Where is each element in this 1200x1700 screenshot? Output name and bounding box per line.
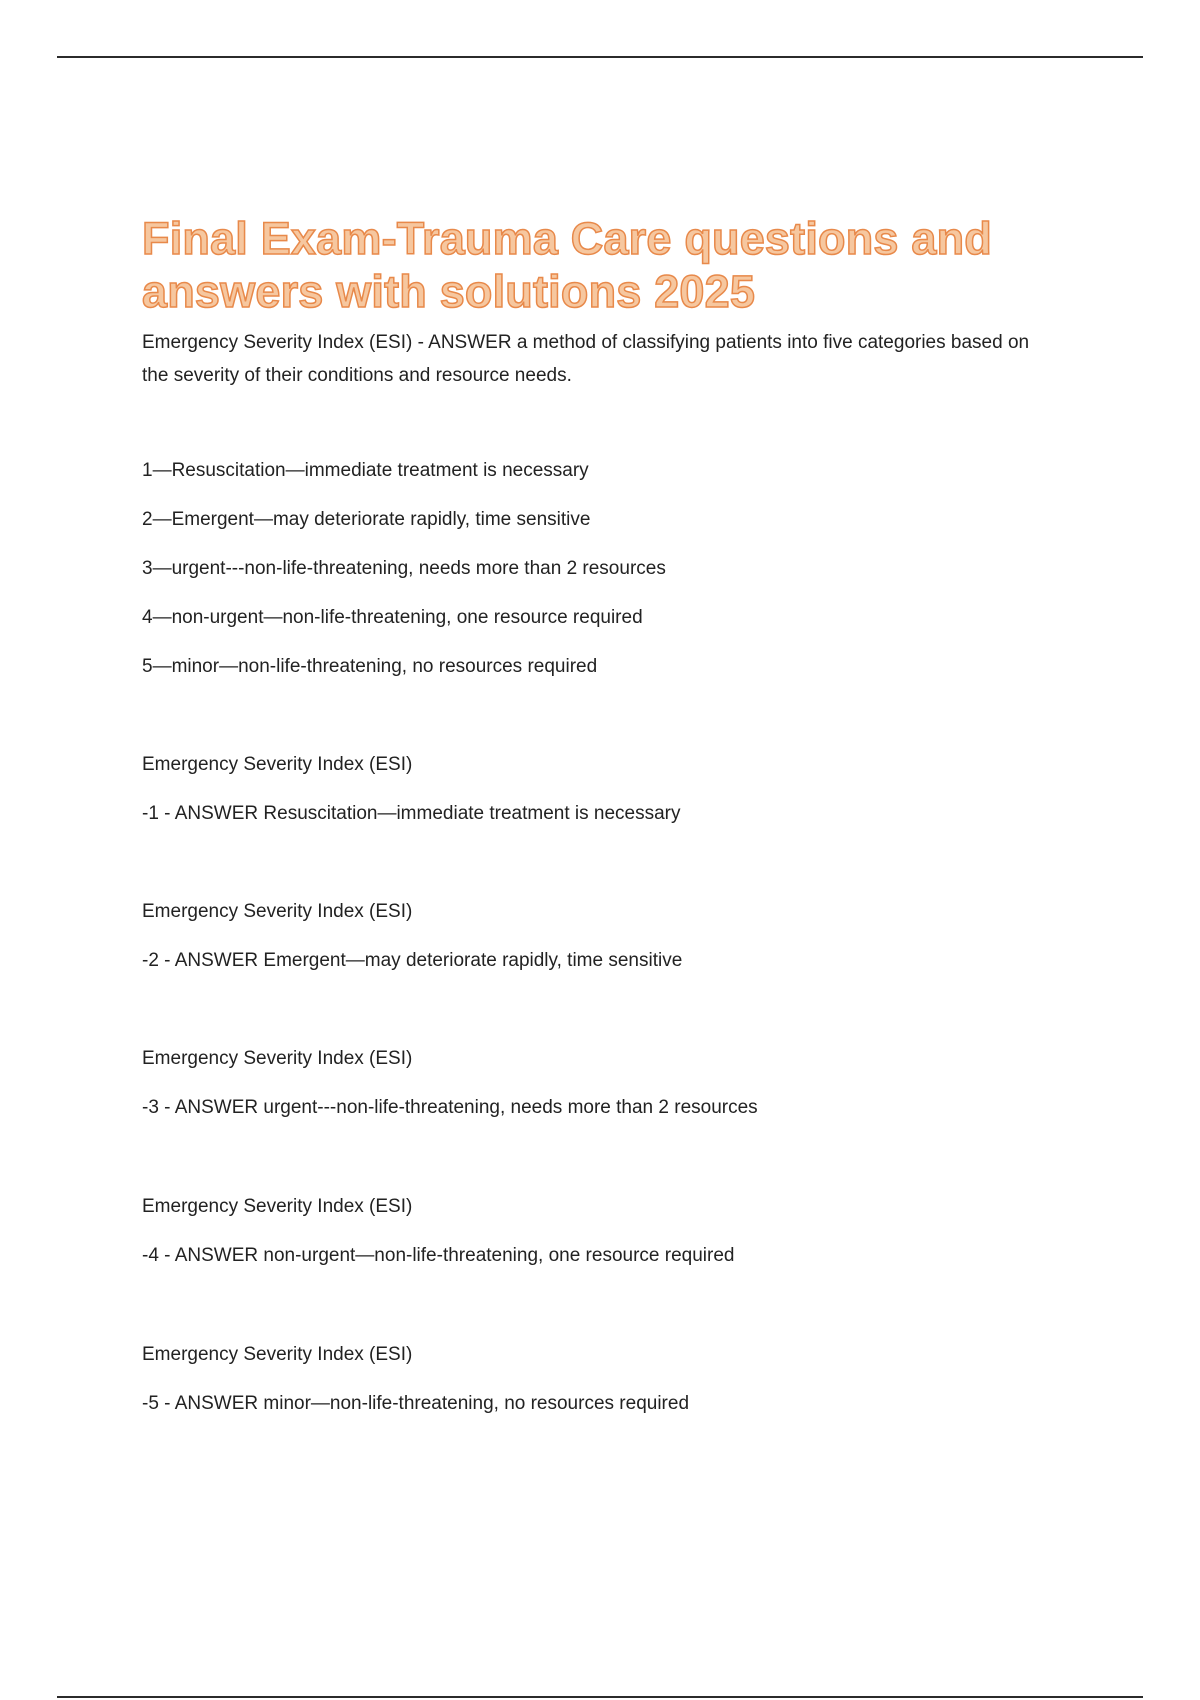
qa-question-2: Emergency Severity Index (ESI) [142, 901, 413, 922]
qa-question-1: Emergency Severity Index (ESI) [142, 754, 413, 775]
qa-answer-5: -5 - ANSWER minor—non-life-threatening, no resources required [142, 1393, 690, 1414]
esi-level-3: 3—urgent---non-life-threatening, needs more than 2 resources [142, 558, 666, 579]
qa-answer-2: -2 - ANSWER Emergent—may deteriorate rapidly, time sensitive [142, 950, 683, 971]
top-rule [57, 56, 1143, 58]
qa-question-5: Emergency Severity Index (ESI) [142, 1344, 413, 1365]
esi-level-5: 5—minor—non-life-threatening, no resources required [142, 656, 598, 677]
esi-level-2: 2—Emergent—may deteriorate rapidly, time sensitive [142, 509, 591, 530]
qa-answer-3: -3 - ANSWER urgent---non-life-threatening, needs more than 2 resources [142, 1097, 758, 1118]
document-title: Final Exam-Trauma Care questions and answers with solutions 2025 [142, 213, 992, 317]
qa-question-4: Emergency Severity Index (ESI) [142, 1196, 413, 1217]
bottom-rule [57, 1696, 1143, 1698]
esi-level-1: 1—Resuscitation—immediate treatment is necessary [142, 460, 589, 481]
qa-question-3: Emergency Severity Index (ESI) [142, 1048, 413, 1069]
qa-answer-4: -4 - ANSWER non-urgent—non-life-threatening, one resource required [142, 1245, 735, 1266]
esi-level-4: 4—non-urgent—non-life-threatening, one resource required [142, 607, 643, 628]
qa-answer-1: -1 - ANSWER Resuscitation—immediate treatment is necessary [142, 803, 681, 824]
intro-paragraph: Emergency Severity Index (ESI) - ANSWER a method of classifying patients into five categories based on the severity of their conditions and resource needs. [142, 332, 1030, 386]
